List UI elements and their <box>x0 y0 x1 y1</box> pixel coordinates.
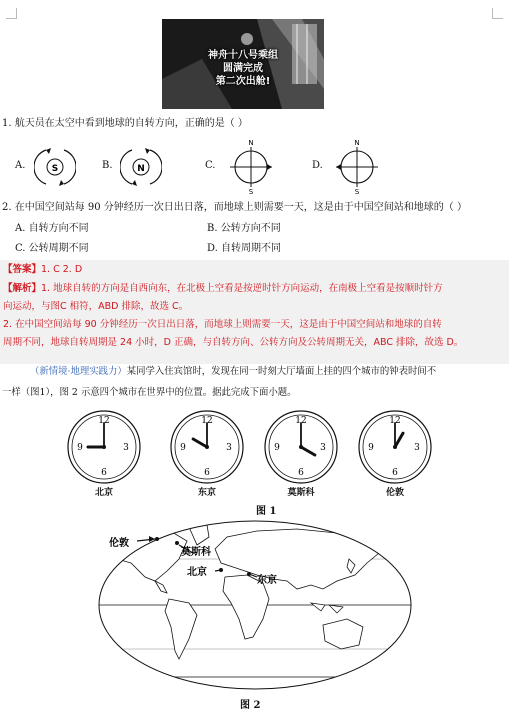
clock-center <box>205 445 209 449</box>
clock-numeral: 9 <box>274 443 280 453</box>
analysis-block <box>3 280 507 352</box>
clock-center <box>393 445 397 449</box>
clock-numeral: 6 <box>392 468 398 478</box>
figure-1-caption: 图 1 <box>256 506 277 517</box>
clock-0 <box>64 407 144 487</box>
clock-numeral: 12 <box>295 416 307 426</box>
photo-caption-line2: 圆满完成 <box>223 63 263 74</box>
figure-2-caption: 图 2 <box>240 700 261 711</box>
q1-option-b-label: B. <box>102 160 113 171</box>
clock-numeral: 12 <box>201 416 213 426</box>
clock-numeral: 9 <box>180 443 186 453</box>
map-label-beijing: 北京 <box>187 567 207 578</box>
analysis-line1 <box>3 280 507 298</box>
clock-numeral: 12 <box>98 416 110 426</box>
clock-1 <box>167 407 247 487</box>
passage-text-1: 某同学入住宾馆时，发现在同一时刻大厅墙面上挂的四个城市的钟表时间不 <box>126 366 437 377</box>
analysis-line2: 向运动，与图C 相符，ABD 排除，故选 C。 <box>3 301 189 312</box>
clock-city-label: 东京 <box>197 488 216 498</box>
q1-d-south: S <box>354 188 360 195</box>
analysis-line4: 周期不同，地球自转周期是 24 小时，D 正确，与自转方向、公转方向及公转周期无关，ABC 排除，故选 D。 <box>3 337 464 348</box>
q1-a-pole-label: S <box>51 164 59 174</box>
photo-caption <box>162 49 324 88</box>
q1-c-north: N <box>248 139 254 147</box>
passage-line1 <box>30 362 436 382</box>
map-label-tokyo: 东京 <box>257 575 277 586</box>
q1-option-d-diagram <box>332 137 382 195</box>
answer-line <box>3 261 82 279</box>
q2-option-b: B. 公转方向不同 <box>207 223 281 234</box>
clock-numeral: 3 <box>320 443 326 453</box>
clock-numeral: 9 <box>77 443 83 453</box>
q1-d-north: N <box>354 139 360 147</box>
clock-numeral: 6 <box>204 468 210 478</box>
clock-numeral: 3 <box>123 443 129 453</box>
clock-numeral: 3 <box>226 443 232 453</box>
passage-tag: （新情境·地理实践力） <box>30 366 127 377</box>
q1-option-d-label: D. <box>312 160 323 171</box>
clock-3 <box>355 407 435 487</box>
map-label-london: 伦敦 <box>109 538 129 549</box>
page-corner-mark-left <box>6 8 17 19</box>
photo-caption-line1: 神舟十八号乘组 <box>208 50 278 61</box>
clock-numeral: 9 <box>368 443 374 453</box>
clock-numeral: 6 <box>101 468 107 478</box>
clock-city-label: 北京 <box>94 488 113 498</box>
answer-tag: 【答案】 <box>3 264 42 275</box>
q1-option-b-diagram <box>120 146 162 188</box>
astronaut-photo <box>162 19 324 109</box>
clock-numeral: 6 <box>298 468 304 478</box>
q1-option-a-label: A. <box>15 160 26 171</box>
clock-center <box>299 445 303 449</box>
question-2-stem: 2. 在中国空间站每 90 分钟经历一次日出日落，而地球上则需要一天，这是由于中国空间站和地球的（ ） <box>2 202 467 213</box>
question-1-stem: 1. 航天员在太空中看到地球的自转方向，正确的是（ ） <box>2 118 248 129</box>
passage-line2: 一样（图1），图 2 示意四个城市在世界中的位置。据此完成下面小题。 <box>2 387 297 398</box>
answer-text: 1. C 2. D <box>41 264 83 275</box>
map-label-moscow: 莫斯科 <box>181 547 211 558</box>
q1-c-south: S <box>248 188 254 195</box>
q1-b-pole-label: N <box>137 164 145 174</box>
analysis-tag: 【解析】 <box>3 283 42 294</box>
q2-option-d: D. 自转周期不同 <box>207 243 282 254</box>
moscow-marker <box>175 541 179 545</box>
clock-numeral: 12 <box>389 416 401 426</box>
clock-2 <box>261 407 341 487</box>
clock-city-label: 莫斯科 <box>287 488 315 498</box>
world-map <box>97 519 413 691</box>
analysis-line3: 2. 在中国空间站每 90 分钟经历一次日出日落，而地球上则需要一天，这是由于中国空间站和地球的自转 <box>3 319 442 330</box>
q1-option-a-diagram <box>34 146 76 188</box>
analysis-text-1: 1. 地球自转的方向是自西向东，在北极上空看是按逆时针方向运动，在南极上空看是按顺时针方 <box>41 283 443 294</box>
clock-center <box>102 445 106 449</box>
clock-numeral: 3 <box>414 443 420 453</box>
clock-city-label: 伦敦 <box>385 488 404 498</box>
q1-option-c-label: C. <box>205 160 216 171</box>
q1-option-c-diagram <box>226 137 276 195</box>
page-corner-mark-right <box>492 8 503 19</box>
london-marker <box>155 537 159 541</box>
q2-option-c: C. 公转周期不同 <box>15 243 89 254</box>
q2-option-a: A. 自转方向不同 <box>15 223 89 234</box>
photo-caption-line3: 第二次出舱! <box>215 76 271 87</box>
